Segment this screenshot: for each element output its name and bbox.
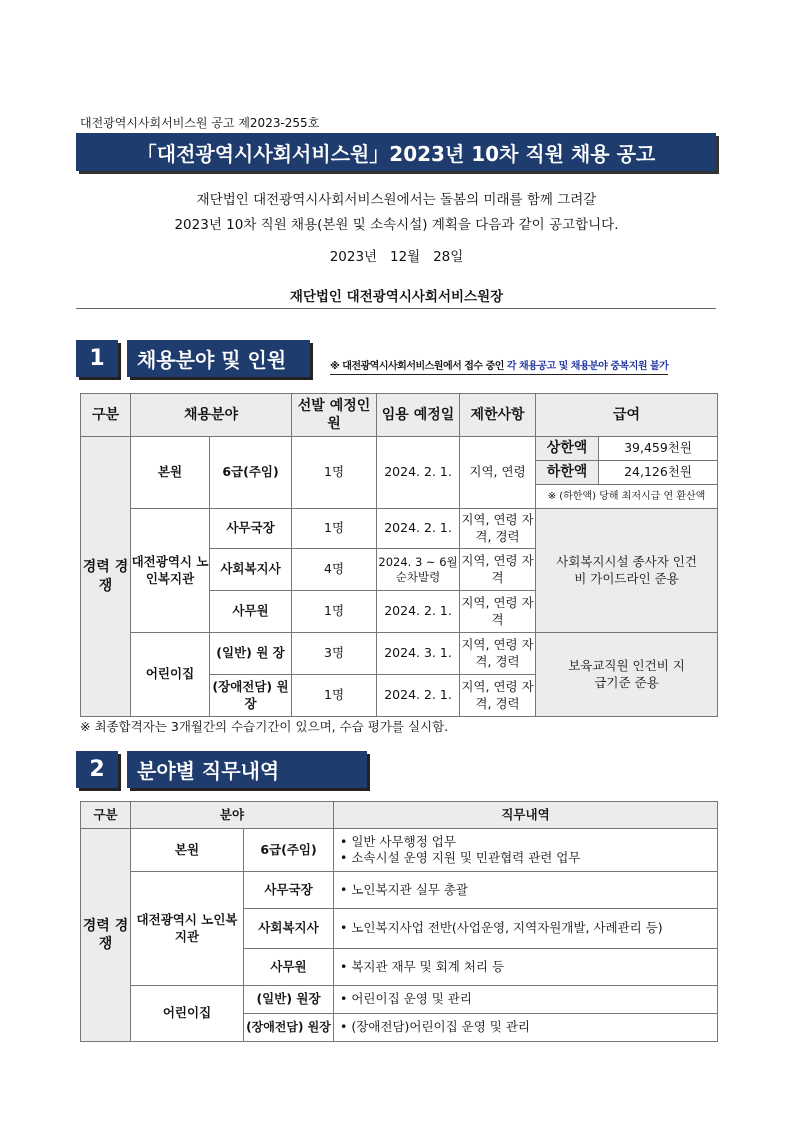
header-start: 임용 예정일 [377,394,460,437]
restriction: 지역, 연령 [460,437,536,509]
headcount: 4명 [292,549,377,591]
page-title: 「대전광역시사회서비스원」2023년 10차 직원 채용 공고 [76,133,716,171]
headcount: 1명 [292,675,377,717]
signatory: 재단법인 대전광역시사회서비스원장 [289,289,504,305]
duty-item: • 일반 사무행정 업무 [340,833,456,849]
intro-line-2: 2023년 10차 직원 채용(본원 및 소속시설) 계획을 다음과 같이 공고합니다. [174,217,619,233]
header-salary: 급여 [536,394,718,437]
header-category: 구분 [81,802,131,829]
duplicate-application-note [330,357,668,375]
salary-lower-note: ※ (하한액) 당해 최저시급 연 환산액 [536,485,718,509]
position: (일반) 원 장 [210,633,292,675]
start-date: 2024. 2. 1. [377,509,460,549]
group-daycare: 어린이집 [131,633,210,717]
category-cell: 경력 경쟁 [81,437,131,717]
position: (일반) 원장 [244,986,334,1014]
restriction: 지역, 연령 자격 [460,549,536,591]
position: (장애전담) 원장 [244,1014,334,1042]
section-number: 1 [76,340,118,377]
salary-daycare: 보육교직원 인건비 지급기준 준용 [536,633,718,717]
position: 사무국장 [210,509,292,549]
headcount: 1명 [292,591,377,633]
header-headcount: 선발 예정인원 [292,394,377,437]
restriction: 지역, 연령 자격, 경력 [460,633,536,675]
header-restriction: 제한사항 [460,394,536,437]
duties-cell [334,829,718,872]
section-title: 분야별 직무내역 [127,751,367,788]
section-number: 2 [76,751,118,788]
salary-senior: 사회복지시설 종사자 인건비 가이드라인 준용 [536,509,718,633]
start-date: 2024. 3. 1. [377,633,460,675]
section-title: 채용분야 및 인원 [127,340,310,377]
position: 사무원 [244,949,334,986]
header-category: 구분 [81,394,131,437]
start-date: 2024. 2. 1. [377,675,460,717]
start-date: 2024. 3 ~ 6월 순차발령 [377,549,460,591]
position: (장애전담) 원장 [210,675,292,717]
announcement-date: 2023년 12월 28일 [329,249,464,265]
group-main: 본원 [131,437,210,509]
position: 6급(주임) [244,829,334,872]
divider [76,308,716,309]
position: 사무국장 [244,872,334,909]
headcount: 1명 [292,437,377,509]
header-field: 채용분야 [131,394,292,437]
position: 사회복지사 [210,549,292,591]
group-daycare: 어린이집 [131,986,244,1042]
duty-item: • 노인복지사업 전반(사업운영, 지역자원개발, 사례관리 등) [334,909,718,949]
note-text: ※ 대전광역시사회서비스원에서 접수 중인 [330,361,507,372]
note-emphasis: 각 채용공고 및 채용분야 중복지원 불가 [506,361,669,372]
duty-item: • 어린이집 운영 및 관리 [334,986,718,1014]
duties-table [80,801,718,1042]
position: 사회복지사 [244,909,334,949]
salary-upper-value: 39,459천원 [599,437,718,461]
header-duties: 직무내역 [334,802,718,829]
group-senior: 대전광역시 노인복지관 [131,872,244,986]
restriction: 지역, 연령 자격, 경력 [460,509,536,549]
group-main: 본원 [131,829,244,872]
salary-lower-value: 24,126천원 [599,461,718,485]
restriction: 지역, 연령 자격 [460,591,536,633]
restriction: 지역, 연령 자격, 경력 [460,675,536,717]
headcount: 1명 [292,509,377,549]
salary-upper-label: 상한액 [536,437,599,461]
group-senior: 대전광역시 노인복지관 [131,509,210,633]
duty-item: • 소속시설 운영 지원 및 민관협력 관련 업무 [340,850,581,865]
headcount: 3명 [292,633,377,675]
probation-footnote: ※ 최종합격자는 3개월간의 수습기간이 있으며, 수습 평가를 실시함. [80,719,449,734]
salary-lower-label: 하한액 [536,461,599,485]
duty-item: • 노인복지관 실무 총괄 [334,872,718,909]
start-date: 2024. 2. 1. [377,437,460,509]
position: 6급(주임) [210,437,292,509]
doc-number: 대전광역시사회서비스원 공고 제2023-255호 [80,116,320,130]
recruitment-table [80,393,718,717]
position: 사무원 [210,591,292,633]
duty-item: • (장애전담)어린이집 운영 및 관리 [334,1014,718,1042]
start-date: 2024. 2. 1. [377,591,460,633]
category-cell: 경력 경쟁 [81,829,131,1042]
header-field: 분야 [131,802,334,829]
duty-item: • 복지관 재무 및 회계 처리 등 [334,949,718,986]
intro-line-1: 재단법인 대전광역시사회서비스원에서는 돌봄의 미래를 함께 그려갈 [196,192,597,208]
